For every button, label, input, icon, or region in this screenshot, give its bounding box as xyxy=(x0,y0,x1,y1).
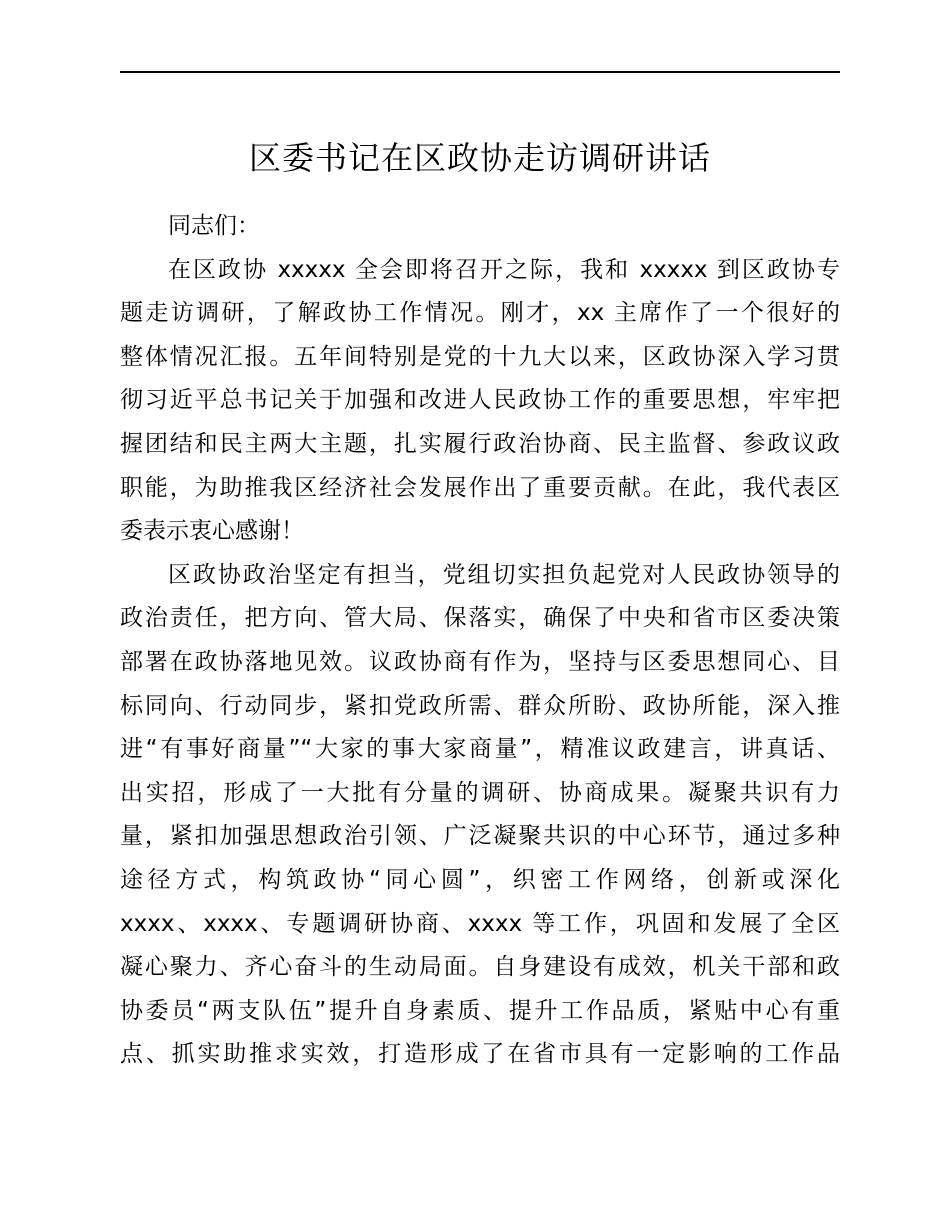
body-line: 整体情况汇报。五年间特别是党的十九大以来，区政协深入学习贯 xyxy=(120,343,840,370)
body-line: 题走访调研，了解政协工作情况。刚才，xx 主席作了一个很好的 xyxy=(120,300,840,327)
document-body xyxy=(120,205,840,1077)
body-line: 量，紧扣加强思想政治引领、广泛凝聚共识的中心环节，通过多种 xyxy=(120,823,840,850)
body-line: 区政协政治坚定有担当，党组切实担负起党对人民政协领导的 xyxy=(168,561,840,588)
body-line: xxxx、xxxx、专题调研协商、xxxx 等工作，巩固和发展了全区 xyxy=(120,910,840,937)
body-line: 点、抓实助推求实效，打造形成了在省市具有一定影响的工作品 xyxy=(120,1041,840,1068)
body-line: 委表示衷心感谢！ xyxy=(120,518,304,545)
body-line: 协委员“两支队伍”提升自身素质、提升工作品质，紧贴中心有重 xyxy=(120,997,840,1024)
body-line: 进“有事好商量”“大家的事大家商量”，精准议政建言，讲真话、 xyxy=(120,736,840,763)
header-rule xyxy=(120,71,840,73)
salutation: 同志们： xyxy=(168,213,260,239)
body-line: 标同向、行动同步，紧扣党政所需、群众所盼、政协所能，深入推 xyxy=(120,692,840,719)
body-line: 途径方式，构筑政协“同心圆”，织密工作网络，创新或深化 xyxy=(120,866,840,893)
body-line: 凝心聚力、齐心奋斗的生动局面。自身建设有成效，机关干部和政 xyxy=(120,954,840,981)
body-line: 部署在政协落地见效。议政协商有作为，坚持与区委思想同心、目 xyxy=(120,648,840,675)
body-line: 彻习近平总书记关于加强和改进人民政协工作的重要思想，牢牢把 xyxy=(120,387,840,414)
body-line: 政治责任，把方向、管大局、保落实，确保了中央和省市区委决策 xyxy=(120,605,840,632)
body-line: 在区政协 xxxxx 全会即将召开之际，我和 xxxxx 到区政协专 xyxy=(168,256,840,283)
document-title: 区委书记在区政协走访调研讲话 xyxy=(248,139,711,177)
body-line: 握团结和民主两大主题，扎实履行政治协商、民主监督、参政议政 xyxy=(120,430,840,457)
body-line: 职能，为助推我区经济社会发展作出了重要贡献。在此，我代表区 xyxy=(120,474,840,501)
body-line: 出实招，形成了一大批有分量的调研、协商成果。凝聚共识有力 xyxy=(120,779,840,806)
